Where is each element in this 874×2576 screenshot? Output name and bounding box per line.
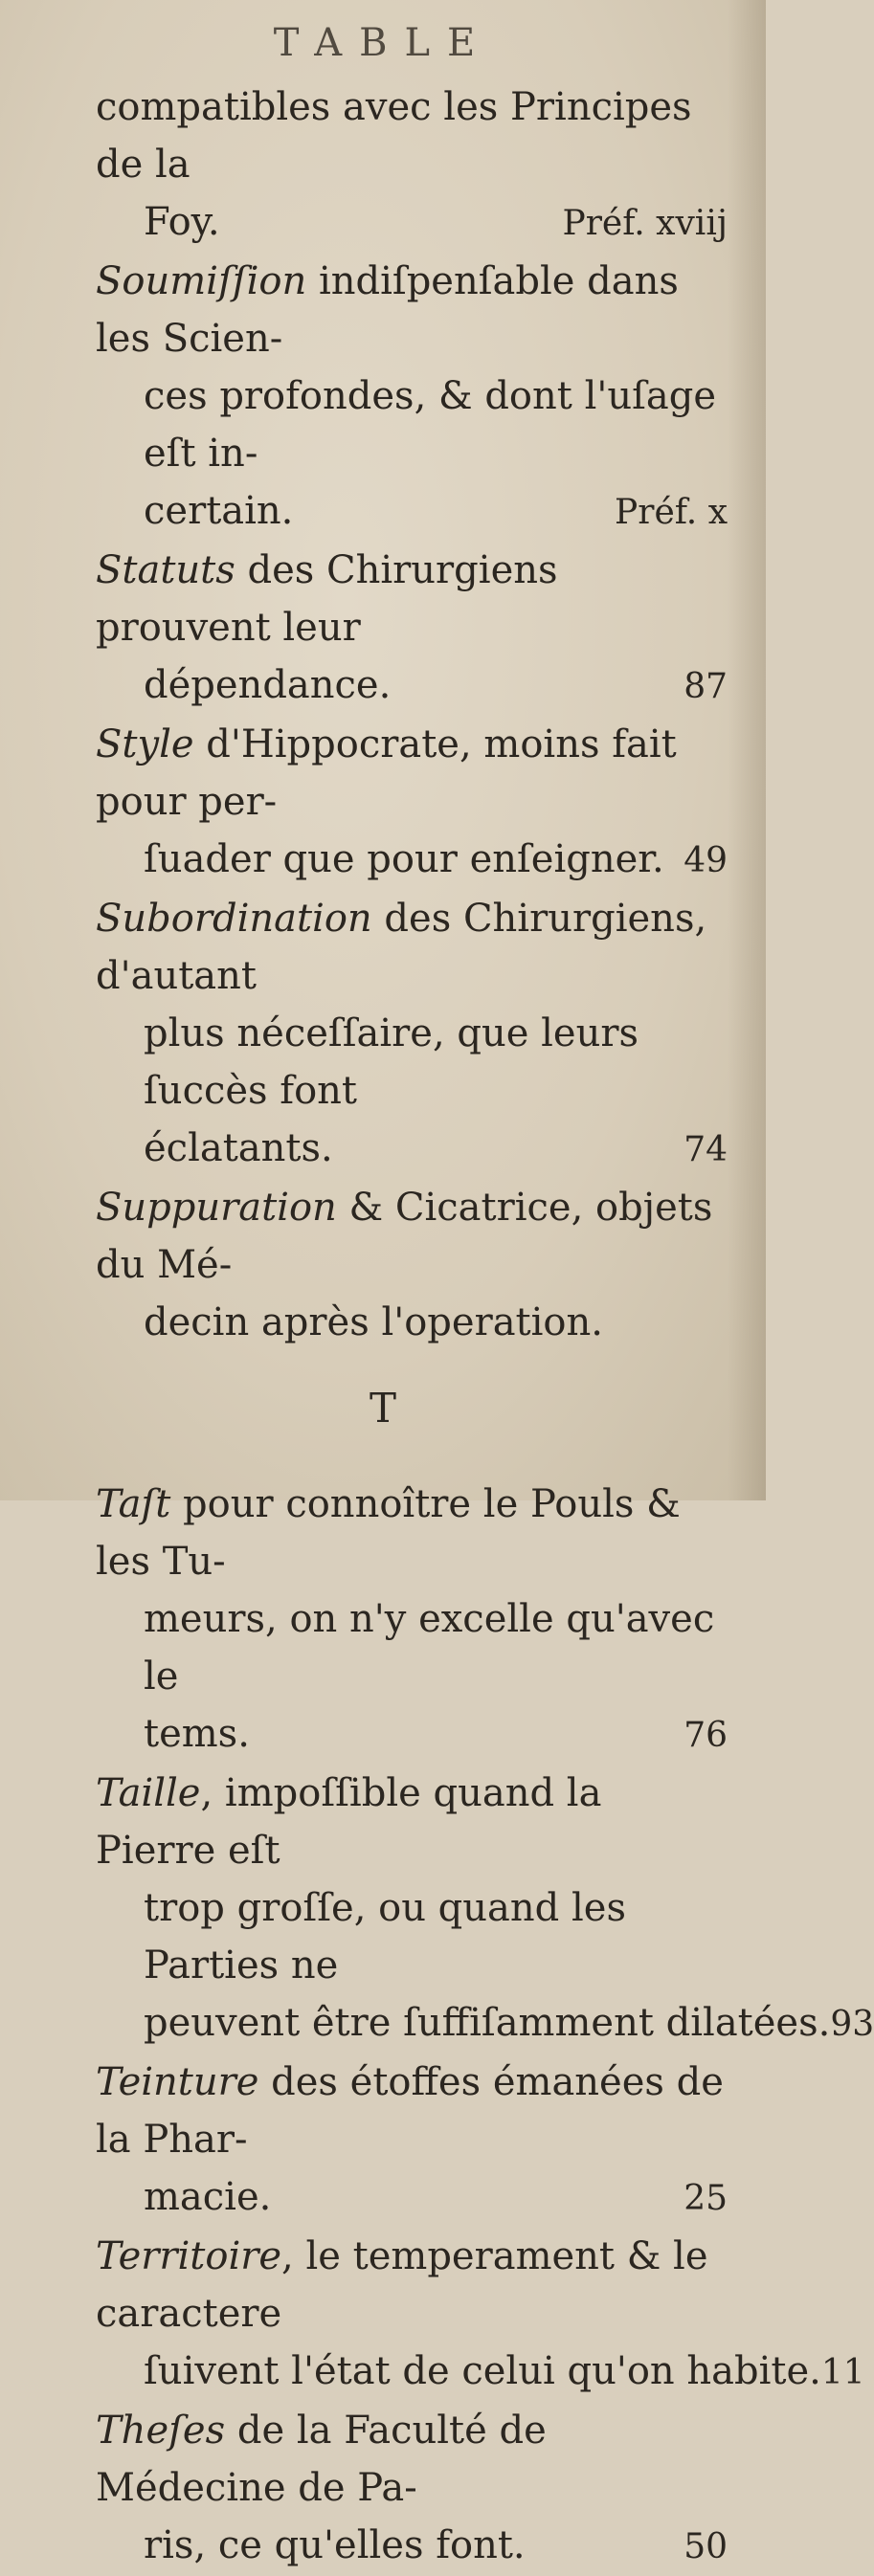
entry-line: [0, 656, 766, 716]
entry-line: [0, 831, 766, 890]
entry-text: dépendance.: [144, 663, 392, 707]
entry-line: [0, 542, 766, 656]
entry-line: [0, 890, 766, 1005]
entry-line: [0, 1476, 766, 1590]
entry-line: [0, 1765, 766, 1879]
index-entry: [0, 542, 766, 716]
section-letter-heading: T: [369, 1385, 396, 1432]
page-reference: 87: [684, 667, 728, 706]
entry-line: decin après l'operation.: [144, 1300, 603, 1344]
entry-term: Territoire: [96, 2234, 282, 2278]
index-entry: [0, 78, 766, 253]
entry-line: [0, 2168, 766, 2228]
entry-line: trop groſſe, ou quand les Parties ne: [144, 1886, 626, 1988]
entry-text: ris, ce qu'elles font.: [144, 2523, 526, 2567]
entry-text: ſuader que pour enſeigner.: [144, 837, 664, 881]
page-reference: 25: [684, 2179, 728, 2218]
entry-text: peuvent être ſuffiſamment dilatées.: [144, 2001, 831, 2045]
entry-line: [0, 2517, 766, 2576]
index-entry: [0, 890, 766, 1179]
page-reference: Préf. xviij: [562, 204, 728, 243]
entry-line: compatibles avec les Principes de la: [96, 85, 692, 187]
page-reference: 49: [684, 841, 728, 880]
entry-term: Style: [96, 722, 194, 766]
entry-term: Statuts: [96, 548, 235, 592]
page-reference: 11: [820, 2353, 865, 2392]
index-entries: [0, 78, 874, 2576]
index-entry: [0, 2054, 766, 2228]
entry-term: Taſt: [96, 1482, 171, 1526]
page-reference: 50: [684, 2527, 728, 2566]
entry-line: [0, 2054, 766, 2168]
entry-term: Suppuration: [96, 1186, 337, 1230]
entry-text: des étoffes émanées de la Phar-: [96, 2060, 724, 2162]
entry-text: pour connoître le Pouls & les Tu-: [96, 1482, 681, 1584]
index-entry: [0, 1765, 874, 2054]
entry-line: meurs, on n'y excelle qu'avec le: [144, 1597, 715, 1699]
entry-text: de la Faculté de Médecine de Pa-: [96, 2409, 547, 2510]
page-reference: 76: [684, 1716, 728, 1755]
entry-line: [0, 1994, 874, 2054]
entry-term: Teinture: [96, 2060, 259, 2104]
index-entry: [0, 2228, 865, 2402]
entry-text: & Cicatrice, objets du Mé-: [96, 1186, 713, 1287]
index-entry: [0, 2402, 766, 2576]
entry-line: plus néceſſaire, que leurs ſuccès font: [144, 1011, 639, 1113]
entry-line: [0, 1705, 766, 1765]
entry-line: [0, 1179, 766, 1294]
page-reference: 74: [684, 1130, 728, 1169]
index-entry: [0, 1179, 766, 1351]
entry-text: indiſpenſable dans les Scien-: [96, 259, 679, 361]
page-reference: 93: [830, 2005, 874, 2044]
entry-text: tems.: [144, 1712, 250, 1756]
entry-term: Soumiſſion: [96, 259, 307, 303]
entry-line: [0, 716, 766, 831]
entry-text: éclatants.: [144, 1126, 333, 1170]
entry-line: [0, 1120, 766, 1179]
entry-text: des Chirurgiens, d'autant: [96, 897, 707, 998]
entry-line: ces profondes, & dont l'uſage eſt in-: [144, 374, 717, 476]
entry-text: macie.: [144, 2175, 272, 2219]
entry-line: [0, 193, 766, 253]
entry-line: [0, 2343, 865, 2402]
entry-line: [0, 2402, 766, 2517]
entry-text: d'Hippocrate, moins fait pour per-: [96, 722, 677, 824]
running-header: TABLE: [273, 21, 493, 65]
entry-line: [0, 253, 766, 367]
index-entry: [0, 716, 766, 890]
entry-line: [0, 2228, 766, 2343]
entry-text: ſuivent l'état de celui qu'on habite.: [144, 2349, 821, 2393]
entry-term: Taille: [96, 1771, 201, 1815]
page-reference: Préf. x: [615, 493, 728, 532]
entry-text: des Chirurgiens prouvent leur: [96, 548, 558, 650]
entry-line: [0, 482, 766, 542]
entry-text: certain.: [144, 489, 294, 533]
index-entry: [0, 253, 766, 542]
entry-text: , le temperament & le caractere: [96, 2234, 708, 2336]
entry-term: Subordination: [96, 897, 372, 941]
entry-text: Foy.: [144, 200, 220, 244]
entry-text: , impoſſible quand la Pierre eſt: [96, 1771, 602, 1873]
entry-term: Theſes: [96, 2409, 226, 2453]
index-entry: [0, 1476, 766, 1765]
